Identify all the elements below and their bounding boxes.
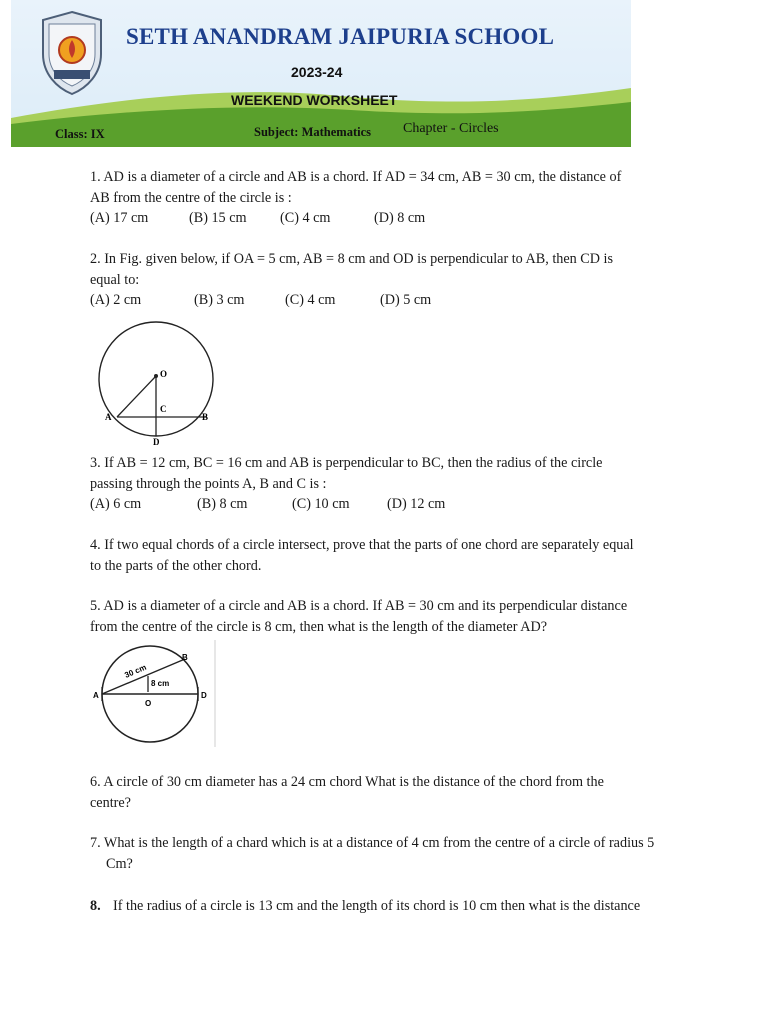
- question-number: 8.: [90, 898, 101, 914]
- option-c: (C) 10 cm: [292, 496, 350, 512]
- option-b: (B) 8 cm: [197, 496, 248, 512]
- label-o: O: [145, 699, 152, 708]
- option-d: (D) 5 cm: [380, 292, 432, 308]
- worksheet-title: WEEKEND WORKSHEET: [231, 92, 398, 108]
- worksheet-header: [11, 0, 631, 147]
- label-o: O: [160, 369, 168, 379]
- option-b: (B) 15 cm: [189, 210, 247, 226]
- subject-label: Subject: Mathematics: [254, 125, 371, 139]
- question-text: passing through the points A, B and C is :: [90, 475, 327, 492]
- option-a: (A) 6 cm: [90, 496, 142, 512]
- question-5: [90, 596, 627, 637]
- question-text: 5. AD is a diameter of a circle and AB is a chord. If AB = 30 cm and its perpendicular distance: [90, 598, 628, 614]
- question-text: 6. A circle of 30 cm diameter has a 24 cm chord What is the distance of the chord from the: [90, 774, 604, 790]
- question-text: If the radius of a circle is 13 cm and the length of its chord is 10 cm then what is the distance: [113, 898, 641, 914]
- circle-figure-1: [96, 316, 222, 448]
- question-4: [90, 535, 634, 576]
- question-text: AB from the centre of the circle is :: [90, 189, 292, 206]
- label-c: C: [160, 404, 167, 414]
- question-text: 7. What is the length of a chard which is at a distance of 4 cm from the centre of a circle of radius 5: [90, 835, 655, 851]
- question-6: [90, 772, 604, 813]
- label-a: A: [105, 412, 112, 422]
- options-row: [90, 494, 602, 515]
- question-text: 3. If AB = 12 cm, BC = 16 cm and AB is perpendicular to BC, then the radius of the circle: [90, 455, 603, 471]
- label-b: B: [182, 653, 188, 662]
- option-c: (C) 4 cm: [280, 210, 331, 226]
- question-8: [90, 896, 640, 917]
- option-a: (A) 17 cm: [90, 210, 149, 226]
- label-b: B: [202, 412, 209, 422]
- option-a: (A) 2 cm: [90, 292, 142, 308]
- options-row: [90, 208, 621, 229]
- label-30cm: 30 cm: [123, 662, 148, 680]
- option-c: (C) 4 cm: [285, 292, 336, 308]
- question-text: from the centre of the circle is 8 cm, then what is the length of the diameter AD?: [90, 618, 547, 635]
- question-2: [90, 249, 613, 311]
- option-d: (D) 12 cm: [387, 496, 446, 512]
- question-text: centre?: [90, 794, 131, 811]
- question-text: 2. In Fig. given below, if OA = 5 cm, AB = 8 cm and OD is perpendicular to AB, then CD is: [90, 251, 614, 267]
- question-text: to the parts of the other chord.: [90, 557, 262, 574]
- question-text: equal to:: [90, 271, 140, 288]
- question-text: 1. AD is a diameter of a circle and AB is a chord. If AD = 34 cm, AB = 30 cm, the distance of: [90, 169, 622, 185]
- chapter-label: Chapter - Circles: [403, 121, 499, 136]
- label-d: D: [153, 437, 160, 447]
- circle-figure-2: [90, 640, 218, 748]
- question-text: 4. If two equal chords of a circle intersect, prove that the parts of one chord are separately equal: [90, 537, 634, 553]
- school-logo: [37, 10, 107, 96]
- school-name: SETH ANANDRAM JAIPURIA SCHOOL: [126, 24, 555, 49]
- question-7: [90, 833, 654, 874]
- class-label: Class: IX: [55, 127, 105, 141]
- label-d: D: [201, 691, 207, 700]
- question-text: Cm?: [106, 855, 133, 872]
- label-a: A: [93, 691, 99, 700]
- academic-year: 2023-24: [291, 64, 343, 80]
- question-1: [90, 167, 621, 229]
- question-3: [90, 453, 602, 515]
- options-row: [90, 290, 613, 311]
- option-d: (D) 8 cm: [374, 210, 426, 226]
- label-8cm: 8 cm: [151, 679, 170, 688]
- option-b: (B) 3 cm: [194, 292, 245, 308]
